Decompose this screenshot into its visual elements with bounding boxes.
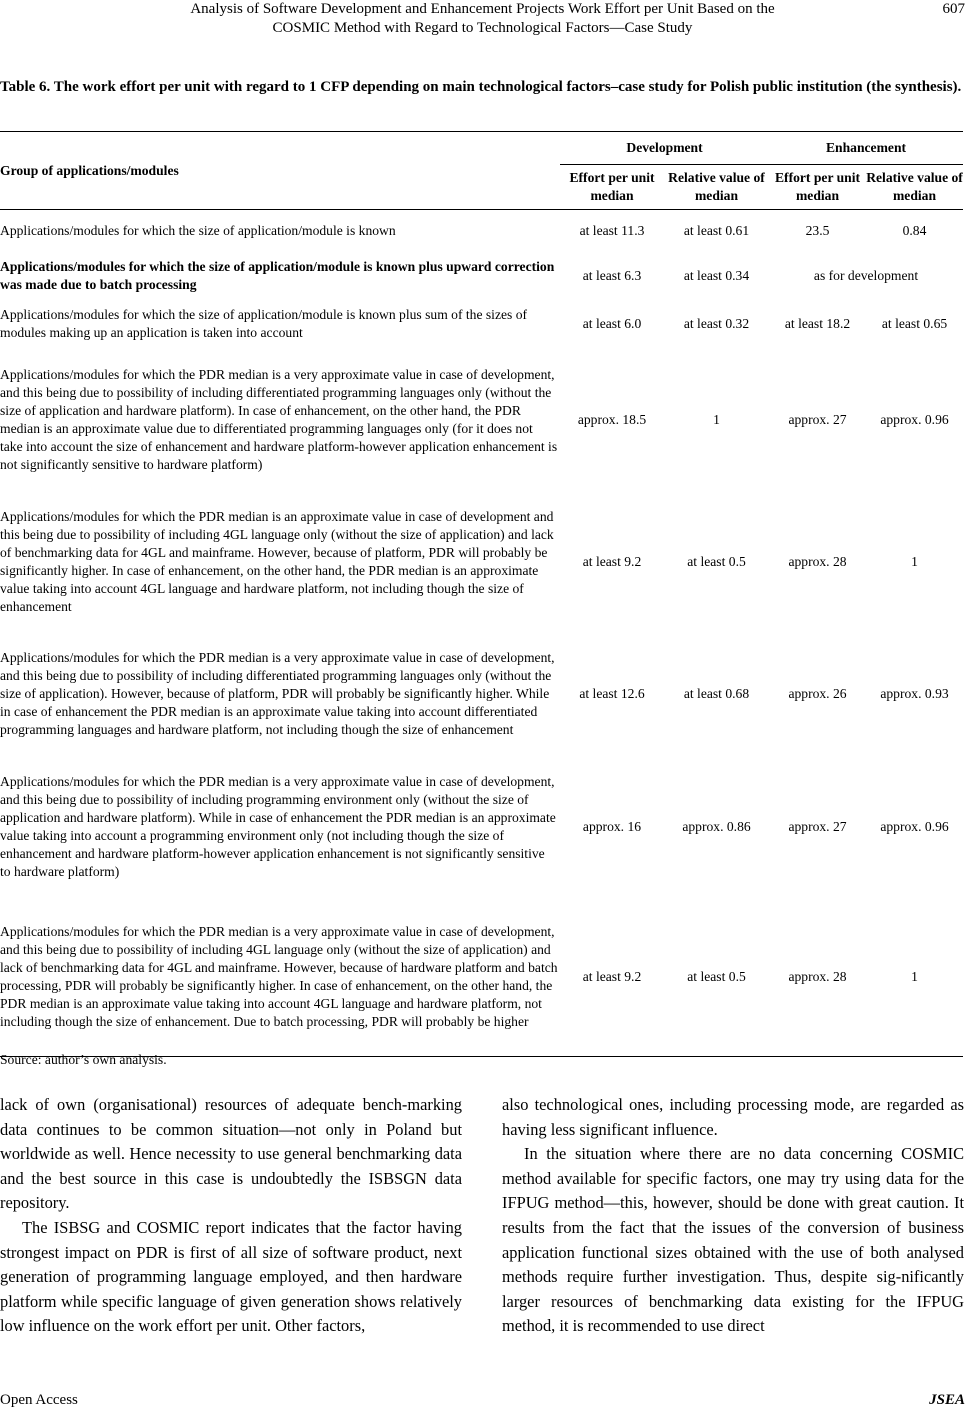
sub-header-enh-effort: Effort per unit median [769, 165, 866, 210]
body-column-left [0, 1093, 462, 1339]
dev-effort-cell: at least 9.2 [582, 553, 642, 569]
dev-relative-cell: at least 0.61 [683, 222, 750, 238]
paragraph: In the situation where there are no data concerning COSMIC method available for specific factors, one may try using data for the IFPUG method—this, however, should be done with great caution. It results from the fact that the issues of the conversion of business application functional sizes obtained with the use of both analysed methods require further investigation. Thus, despite sig-nificantly larger resources of benchmarking data existing for the IFPUG method, it is recommended to use direct [502, 1144, 964, 1336]
table-row [0, 756, 963, 899]
dev-relative-cell: at least 0.5 [664, 899, 769, 1057]
enhancement-header: Enhancement [769, 132, 963, 165]
row-description: Applications/modules for which the PDR median is a very approximate value in case of development, and this being due to possibility of including differentiated programming languages only (without the size of application and hardware platform). In case of enhancement, on the other hand, the PDR median is an approximate value due to differentiated programming languages only (for it does not take into account the size of enhancement and hardware platform-however application enhancement is not significantly sensitive to hardware platform) [0, 366, 558, 472]
table-row [0, 348, 963, 492]
dev-effort-cell: at least 9.2 [560, 899, 664, 1057]
enh-merged-cell: as for development [813, 267, 919, 283]
dev-relative-cell: at least 0.5 [687, 553, 746, 569]
table-row [0, 632, 963, 756]
paragraph: also technological ones, including processing mode, are regarded as having less significant influence. [502, 1095, 964, 1139]
running-title-line-1: Analysis of Software Development and Enhancement Projects Work Effort per Unit Based on the [190, 1, 775, 17]
sub-header-dev-relative: Relative value of median [664, 165, 769, 210]
running-title [100, 0, 865, 38]
enh-effort-cell: approx. 28 [788, 553, 847, 569]
row-description: Applications/modules for which the PDR median is a very approximate value in case of development, and this being due to possibility of including 4GL language only (without the size of application) and lack of benchmarking data for 4GL and mainframe. However, because of hardware platform and batch processing, PDR will probably be significantly higher. In case of enhancement, on the other hand, the PDR median is an approximate value taking into account 4GL language and hardware platform, not including though the size of enhancement. Due to batch processing, PDR will probably be higher [0, 899, 560, 1057]
dev-relative-cell: at least 0.32 [683, 315, 750, 331]
row-description: Applications/modules for which the size of application/module is known [0, 222, 396, 238]
footer-journal-name: JSEA [929, 1392, 965, 1408]
table-row [0, 492, 963, 632]
dev-effort-cell: at least 6.3 [582, 267, 642, 283]
enh-effort-cell: approx. 27 [788, 819, 847, 834]
enh-relative-cell: 1 [911, 553, 918, 569]
enh-effort-cell: approx. 27 [788, 411, 847, 427]
enh-relative-cell: approx. 0.96 [880, 819, 949, 834]
enh-relative-cell: 0.84 [902, 222, 927, 238]
dev-relative-cell: approx. 0.86 [682, 819, 751, 834]
table-source-note: Source: author’s own analysis. [0, 1052, 167, 1067]
body-column-right [502, 1093, 964, 1339]
enh-effort-cell: approx. 28 [769, 899, 866, 1057]
dev-relative-cell: 1 [713, 411, 720, 427]
dev-effort-cell: at least 11.3 [579, 222, 645, 238]
table-row [0, 252, 963, 300]
paragraph: The ISBSG and COSMIC report indicates that the factor having strongest impact on PDR is first of all size of software product, next generation of programming language employed, and then hardware platform while specific language of given generation shows relatively low influence on the work effort per unit. Other factors, [0, 1217, 462, 1336]
group-header: Group of applications/modules [0, 132, 560, 210]
dev-effort-cell: at least 6.0 [582, 315, 642, 331]
table-row [0, 300, 963, 348]
dev-effort-cell: at least 12.6 [579, 685, 645, 701]
enh-relative-cell: at least 0.65 [881, 315, 948, 331]
enh-relative-cell: approx. 0.96 [880, 411, 949, 427]
table-row [0, 899, 963, 1057]
effort-table [0, 131, 963, 1057]
row-description: Applications/modules for which the PDR median is a very approximate value in case of development, and this being due to possibility of including programming environment only (without the size of application and hardware platform). While in case of enhancement the PDR median is an approximate value taking into account a programming environment only (not including though the size of enhancement and hardware platform-however application enhancement is not significantly sensitive to hardware platform) [0, 774, 556, 879]
enh-relative-cell: 1 [866, 899, 963, 1057]
table-caption: Table 6. The work effort per unit with regard to 1 CFP depending on main technological factors–case study for Polish public institution (the synthesis). [0, 79, 962, 95]
running-header [0, 0, 965, 44]
enh-relative-cell: approx. 0.93 [880, 685, 949, 701]
row-description: Applications/modules for which the size of application/module is known plus sum of the sizes of modules making up an application is taken into account [0, 306, 528, 340]
table-row [0, 210, 963, 252]
enh-effort-cell: approx. 26 [788, 685, 847, 701]
dev-effort-cell: approx. 18.5 [577, 411, 647, 427]
dev-relative-cell: at least 0.34 [683, 267, 750, 283]
row-description: Applications/modules for which the PDR median is an approximate value in case of development and this being due to possibility of including 4GL language only (without the size of application) and lack of benchmarking data for 4GL and mainframe. However, because of platform, PDR will probably be significantly higher. In case of enhancement, on the other hand, the PDR median is an approximate value taking into account 4GL language and hardware platform, not including though the size of enhancement [0, 508, 554, 614]
enh-effort-cell: 23.5 [805, 222, 830, 238]
enh-effort-cell: at least 18.2 [784, 315, 851, 331]
sub-header-enh-relative: Relative value of median [866, 165, 963, 210]
row-description: Applications/modules for which the PDR median is a very approximate value in case of development, and this being due to possibility of including differentiated programming languages only (without the size of application). However, because of platform, PDR will probably be significantly higher. While in case of enhancement the PDR median is an approximate value taking into account differentiated programming languages and hardware platform, not including though the size of enhancement [0, 649, 555, 737]
development-header: Development [560, 132, 769, 165]
page-number: 607 [942, 1, 965, 17]
running-title-line-2: COSMIC Method with Regard to Technological Factors—Case Study [272, 20, 693, 36]
sub-header-dev-effort: Effort per unit median [560, 165, 664, 210]
row-description: Applications/modules for which the size of application/module is known plus upward correction was made due to batch processing [0, 258, 555, 292]
dev-relative-cell: at least 0.68 [683, 685, 750, 701]
footer-open-access: Open Access [0, 1392, 78, 1408]
paragraph: lack of own (organisational) resources of adequate bench-marking data continues to be common situation—not only in Poland but worldwide as well. Hence necessity to use general benchmarking data and the best source in this case is undoubtedly the ISBSGN data repository. [0, 1095, 462, 1213]
dev-effort-cell: approx. 16 [582, 819, 642, 834]
